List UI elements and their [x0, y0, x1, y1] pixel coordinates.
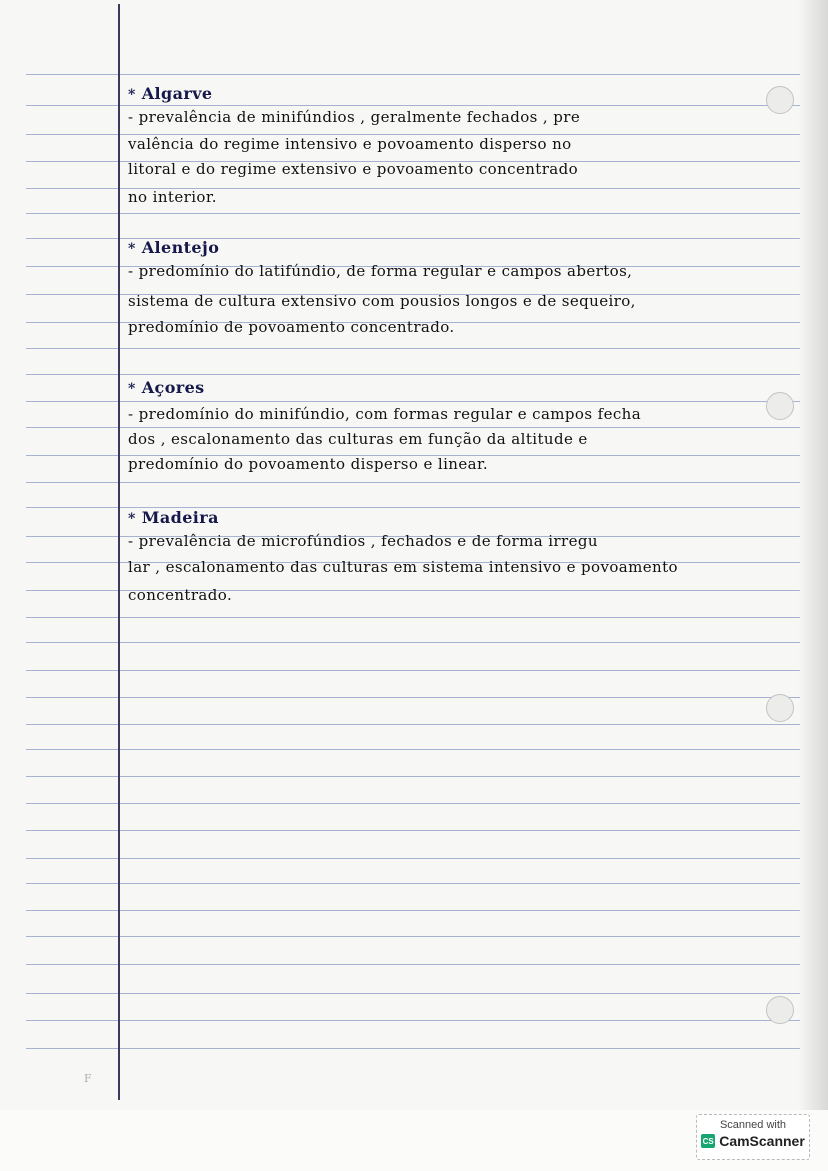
ruled-line [26, 697, 800, 698]
corner-mark: F [84, 1072, 92, 1085]
page-shadow-edge [798, 0, 828, 1110]
ruled-line [26, 724, 800, 725]
ruled-line [26, 670, 800, 671]
asterisk-bullet: * [128, 381, 136, 397]
ruled-line [26, 213, 800, 214]
ruled-line [26, 910, 800, 911]
ruled-line [26, 936, 800, 937]
section-heading [128, 378, 768, 402]
section-heading-text: Açores [141, 378, 205, 397]
section-heading-text: Alentejo [141, 238, 220, 257]
binder-hole-middle-upper [766, 392, 794, 420]
note-line: - prevalência de microfúndios , fechados e de forma irregu [128, 532, 598, 550]
ruled-line [26, 1048, 800, 1049]
note-line: predomínio do povoamento disperso e linear. [128, 455, 489, 473]
ruled-line [26, 776, 800, 777]
ruled-line [26, 964, 800, 965]
scanner-brand: CamScanner [719, 1133, 805, 1149]
note-line: litoral e do regime extensivo e povoamento concentrado [128, 160, 579, 178]
ruled-line [26, 993, 800, 994]
note-line: concentrado. [128, 586, 233, 604]
ruled-line [26, 803, 800, 804]
binder-hole-middle-lower [766, 694, 794, 722]
scanner-caption: Scanned with [719, 1119, 787, 1131]
asterisk-bullet: * [128, 241, 136, 257]
note-line: - predomínio do minifúndio, com formas regular e campos fecha [128, 405, 642, 423]
note-line: lar , escalonamento das culturas em sistema intensivo e povoamento [128, 558, 678, 576]
note-line: valência do regime intensivo e povoamento disperso no [128, 135, 572, 153]
note-line: dos , escalonamento das culturas em função da altitude e [128, 430, 588, 448]
asterisk-bullet: * [128, 511, 136, 527]
note-line: - prevalência de minifúndios , geralmente fechados , pre [128, 108, 581, 126]
section-heading [128, 508, 768, 532]
camscanner-stamp [696, 1114, 810, 1160]
camscanner-logo-icon: CS [701, 1134, 715, 1148]
note-line: - predomínio do latifúndio, de forma regular e campos abertos, [128, 262, 633, 280]
note-line: predomínio de povoamento concentrado. [128, 318, 455, 336]
asterisk-bullet: * [128, 87, 136, 103]
ruled-line [26, 830, 800, 831]
ruled-line [26, 883, 800, 884]
ruled-line [26, 374, 800, 375]
section-heading-text: Madeira [141, 508, 219, 527]
ruled-line [26, 1020, 800, 1021]
margin-line [118, 4, 120, 1100]
binder-hole-bottom [766, 996, 794, 1024]
section-heading [128, 238, 768, 262]
binder-hole-top [766, 86, 794, 114]
note-line: sistema de cultura extensivo com pousios longos e de sequeiro, [128, 292, 636, 310]
section-heading [128, 84, 768, 108]
ruled-line [26, 617, 800, 618]
ruled-line [26, 348, 800, 349]
ruled-line [26, 858, 800, 859]
ruled-line [26, 74, 800, 75]
ruled-line [26, 642, 800, 643]
section-heading-text: Algarve [141, 84, 213, 103]
ruled-line [26, 749, 800, 750]
ruled-line [26, 482, 800, 483]
note-line: no interior. [128, 188, 217, 206]
